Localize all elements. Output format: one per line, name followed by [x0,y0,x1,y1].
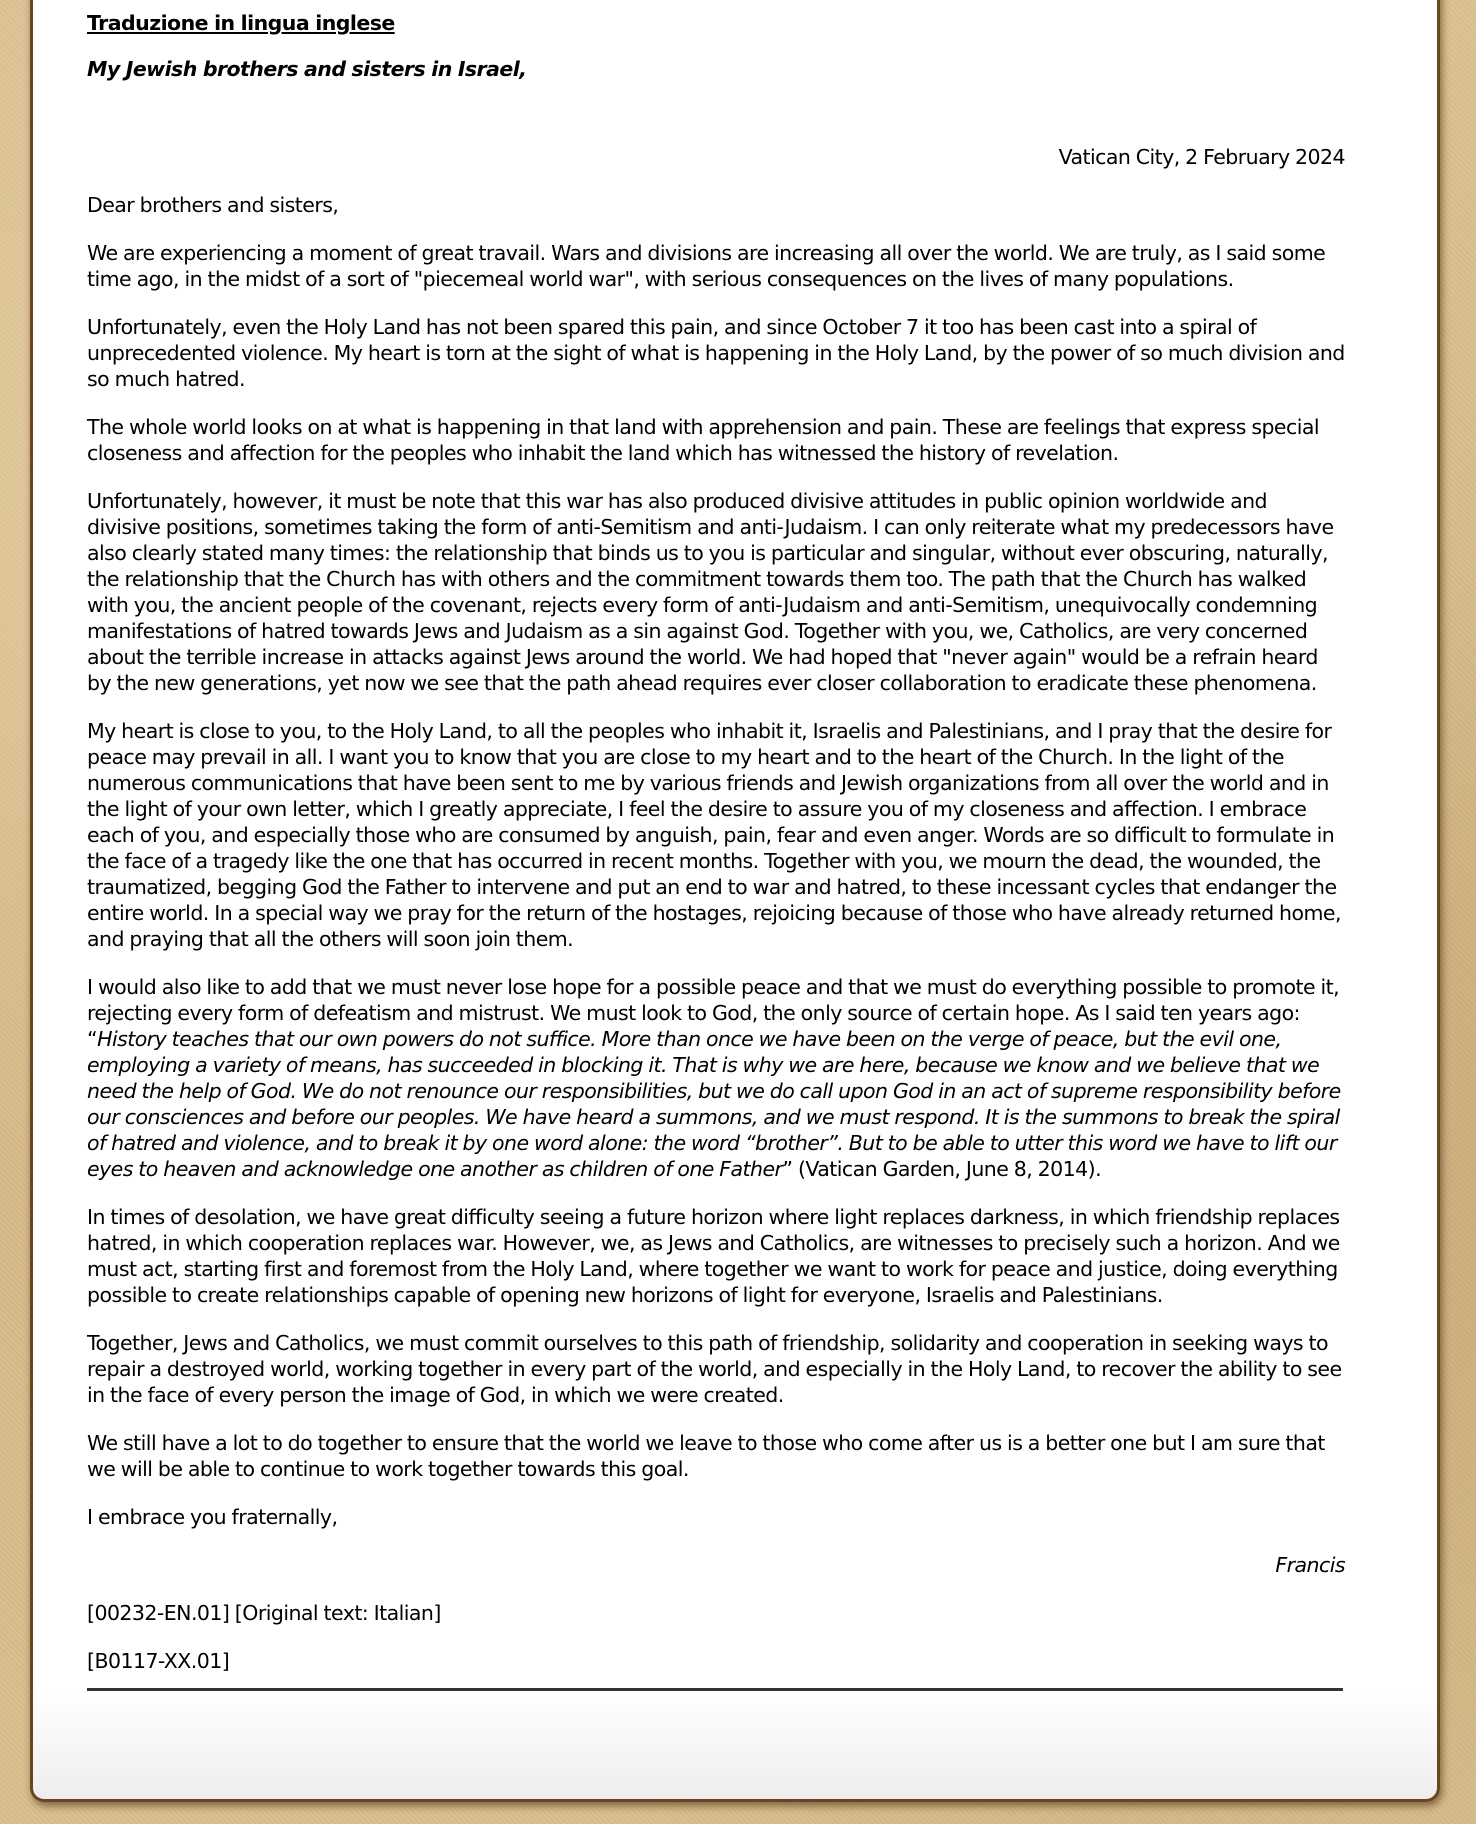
signature: Francis [1275,1553,1345,1577]
greeting: Dear brothers and sisters, [87,193,339,217]
paragraph: Unfortunately, however, it must be note that this war has also produced divisive attitudes in public opinion worldwide and divisive positions, sometimes taking the form of anti-Semitism and anti-Judaism. I can only reiterate what my predecessors have also clearly stated many times: the relationship that binds us to you is particular and singular, without ever obscuring, naturally, the relationship that the Church has with others and the commitment towards them too. The path that the Church has walked with you, the ancient people of the covenant, rejects every form of anti-Judaism and anti-Semitism, unequivocally condemning manifestations of hatred towards Jews and Judaism as a sin against God. Together with you, we, Catholics, are very concerned about the terrible increase in attacks against Jews around the world. We had hoped that "never again" would be a refrain heard by the new generations, yet now we see that the path ahead requires ever closer collaboration to eradicate these phenomena. [87,489,1334,695]
reference-code: [00232-EN.01] [Original text: Italian] [87,1601,441,1625]
quote-paragraph [87,974,1345,1182]
quote-intro: I would also like to add that we must never lose hope for a possible peace and that we must do everything possible to promote it, rejecting every form of defeatism and mistrust. We must look to God, the only source of certain hope. As I said ten years ago: “ [87,975,1340,1051]
paragraph: We are experiencing a moment of great travail. Wars and divisions are increasing all over the world. We are truly, as I said some time ago, in the midst of a sort of "piecemeal world war", with serious consequences on the lives of many populations. [87,241,1326,291]
paragraph: We still have a lot to do together to ensure that the world we leave to those who come after us is a better one but I am sure that we will be able to continue to work together towards this goal. [87,1431,1325,1481]
quote-citation: ” (Vatican Garden, June 8, 2014). [782,1157,1102,1181]
paragraph: The whole world looks on at what is happening in that land with apprehension and pain. These are feelings that express special closeness and affection for the peoples who inhabit the land which has witnessed the history of revelation. [87,415,1320,465]
document-page [30,0,1440,1802]
paragraph: My heart is close to you, to the Holy Land, to all the peoples who inhabit it, Israelis and Palestinians, and I pray that the desire for peace may prevail in all. I want you to know that you are close to my heart and to the heart of the Church. In the light of the numerous communications that have been sent to me by various friends and Jewish organizations from all over the world and in the light of your own letter, which I greatly appreciate, I feel the desire to assure you of my closeness and affection. I embrace each of you, and especially those who are consumed by anguish, pain, fear and even anger. Words are so difficult to formulate in the face of a tragedy like the one that has occurred in recent months. Together with you, we mourn the dead, the wounded, the traumatized, begging God the Father to intervene and put an end to war and hatred, to these incessant cycles that endanger the entire world. In a special way we pray for the return of the hostages, rejoicing because of those who have already returned home, and praying that all the others will soon join them. [87,719,1341,951]
quotation: History teaches that our own powers do not suffice. More than once we have been on the verge of peace, but the evil one, employing a variety of means, has succeeded in blocking it. That is why we are here, because we know and we believe that we need the help of God. We do not renounce our responsibilities, but we do call upon God in an act of supreme responsibility before our consciences and before our peoples. We have heard a summons, and we must respond. It is the summons to break the spiral of hatred and violence, and to break it by one word alone: the word “brother”. But to be able to utter this word we have to lift our eyes to heaven and acknowledge one another as children of one Father [87,1027,1341,1181]
dateline: Vatican City, 2 February 2024 [1058,145,1345,169]
reference-code: [B0117-XX.01] [87,1649,230,1673]
document-heading: Traduzione in lingua inglese [87,11,395,35]
document-content [87,10,1345,1691]
paragraph: Unfortunately, even the Holy Land has not been spared this pain, and since October 7 it too has been cast into a spiral of unprecedented violence. My heart is torn at the sight of what is happening in the Holy Land, by the power of so much division and so much hatred. [87,315,1345,391]
paragraph: In times of desolation, we have great difficulty seeing a future horizon where light replaces darkness, in which friendship replaces hatred, in which cooperation replaces war. However, we, as Jews and Catholics, are witnesses to precisely such a horizon. And we must act, starting first and foremost from the Holy Land, where together we want to work for peace and justice, doing everything possible to create relationships capable of opening new horizons of light for everyone, Israelis and Palestinians. [87,1205,1340,1307]
sign-off: I embrace you fraternally, [87,1505,338,1529]
paragraph: Together, Jews and Catholics, we must commit ourselves to this path of friendship, solidarity and cooperation in seeking ways to repair a destroyed world, working together in every part of the world, and especially in the Holy Land, to recover the ability to see in the face of every person the image of God, in which we were created. [87,1331,1342,1407]
letter-title: My Jewish brothers and sisters in Israel, [87,57,527,81]
horizontal-rule [87,1688,1343,1691]
